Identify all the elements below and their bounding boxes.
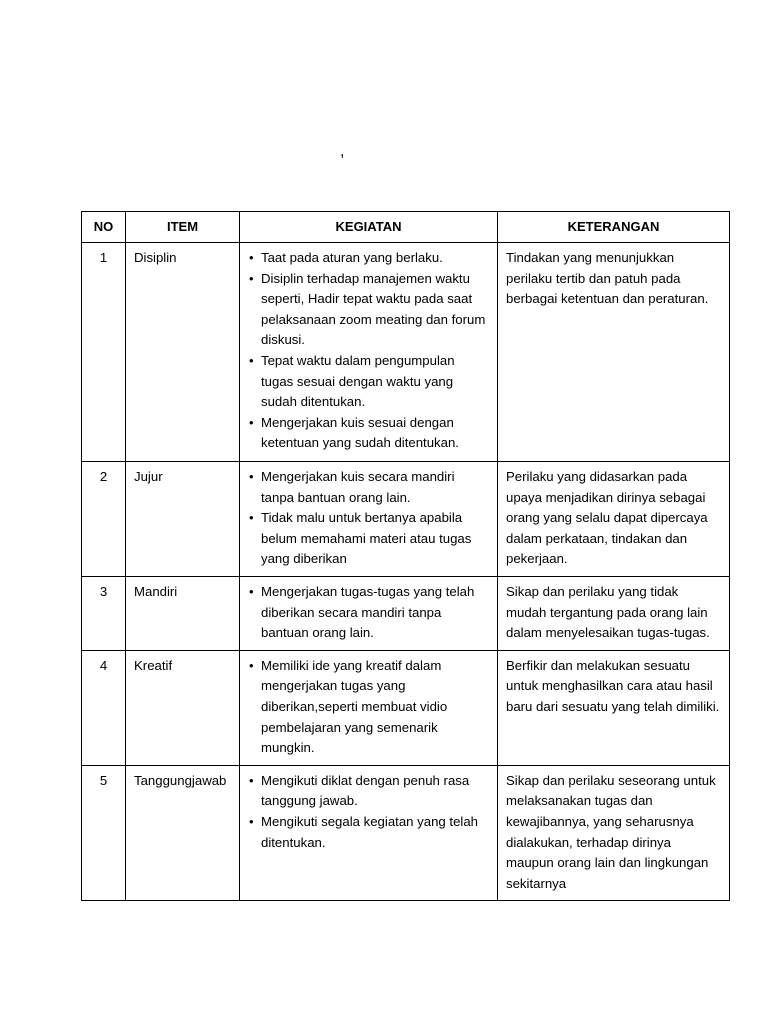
row-keterangan: Tindakan yang menunjukkan perilaku tertib dan patuh pada berbagai ketentuan dan peraturan. bbox=[498, 243, 730, 462]
kegiatan-list bbox=[248, 656, 489, 759]
row-keterangan: Berfikir dan melakukan sesuatu untuk menghasilkan cara atau hasil baru dari sesuatu yang telah dimiliki. bbox=[498, 650, 730, 765]
kegiatan-bullet: • Tepat waktu dalam pengumpulan tugas sesuai dengan waktu yang sudah ditentukan. bbox=[248, 351, 489, 413]
table-row bbox=[82, 576, 730, 650]
table-row bbox=[82, 765, 730, 901]
header-item: ITEM bbox=[126, 212, 240, 243]
row-number: 4 bbox=[82, 650, 126, 765]
row-number: 1 bbox=[82, 243, 126, 462]
row-keterangan: Sikap dan perilaku yang tidak mudah tergantung pada orang lain dalam menyelesaikan tugas-tugas. bbox=[498, 576, 730, 650]
kegiatan-list bbox=[248, 771, 489, 853]
row-item: Tanggungjawab bbox=[126, 765, 240, 901]
kegiatan-bullet: • Mengerjakan kuis sesuai dengan ketentuan yang sudah ditentukan. bbox=[248, 413, 489, 454]
table-body bbox=[82, 243, 730, 901]
header-kegiatan: KEGIATAN bbox=[240, 212, 498, 243]
row-number: 5 bbox=[82, 765, 126, 901]
row-kegiatan bbox=[240, 243, 498, 462]
row-kegiatan bbox=[240, 576, 498, 650]
row-keterangan: Perilaku yang didasarkan pada upaya menjadikan dirinya sebagai orang yang selalu dapat dipercaya dalam perkataan, tindakan dan pekerjaan. bbox=[498, 462, 730, 577]
row-number: 2 bbox=[82, 462, 126, 577]
row-item: Disiplin bbox=[126, 243, 240, 462]
kegiatan-bullet: • Disiplin terhadap manajemen waktu seperti, Hadir tepat waktu pada saat pelaksanaan zoom meating dan forum diskusi. bbox=[248, 269, 489, 351]
header-row bbox=[82, 212, 730, 243]
stray-comma: , bbox=[340, 143, 345, 160]
header-no: NO bbox=[82, 212, 126, 243]
row-number: 3 bbox=[82, 576, 126, 650]
kegiatan-bullet: • Taat pada aturan yang berlaku. bbox=[248, 248, 489, 269]
row-kegiatan bbox=[240, 462, 498, 577]
row-kegiatan bbox=[240, 765, 498, 901]
kegiatan-bullet: • Mengikuti segala kegiatan yang telah ditentukan. bbox=[248, 812, 489, 853]
character-table bbox=[81, 211, 730, 901]
kegiatan-list bbox=[248, 248, 489, 454]
kegiatan-list bbox=[248, 467, 489, 570]
table-header bbox=[82, 212, 730, 243]
header-keterangan: KETERANGAN bbox=[498, 212, 730, 243]
table-row bbox=[82, 243, 730, 462]
kegiatan-bullet: • Mengerjakan tugas-tugas yang telah diberikan secara mandiri tanpa bantuan orang lain. bbox=[248, 582, 489, 644]
kegiatan-bullet: • Memiliki ide yang kreatif dalam mengerjakan tugas yang diberikan,seperti membuat vidio pembelajaran yang semenarik mungkin. bbox=[248, 656, 489, 759]
table-row bbox=[82, 462, 730, 577]
row-item: Mandiri bbox=[126, 576, 240, 650]
row-item: Kreatif bbox=[126, 650, 240, 765]
kegiatan-bullet: • Mengikuti diklat dengan penuh rasa tanggung jawab. bbox=[248, 771, 489, 812]
table-row bbox=[82, 650, 730, 765]
row-keterangan: Sikap dan perilaku seseorang untuk melaksanakan tugas dan kewajibannya, yang seharusnya dialakukan, terhadap dirinya maupun orang lain dan lingkungan sekitarnya bbox=[498, 765, 730, 901]
kegiatan-bullet: • Mengerjakan kuis secara mandiri tanpa bantuan orang lain. bbox=[248, 467, 489, 508]
kegiatan-bullet: • Tidak malu untuk bertanya apabila belum memahami materi atau tugas yang diberikan bbox=[248, 508, 489, 570]
row-item: Jujur bbox=[126, 462, 240, 577]
row-kegiatan bbox=[240, 650, 498, 765]
kegiatan-list bbox=[248, 582, 489, 644]
